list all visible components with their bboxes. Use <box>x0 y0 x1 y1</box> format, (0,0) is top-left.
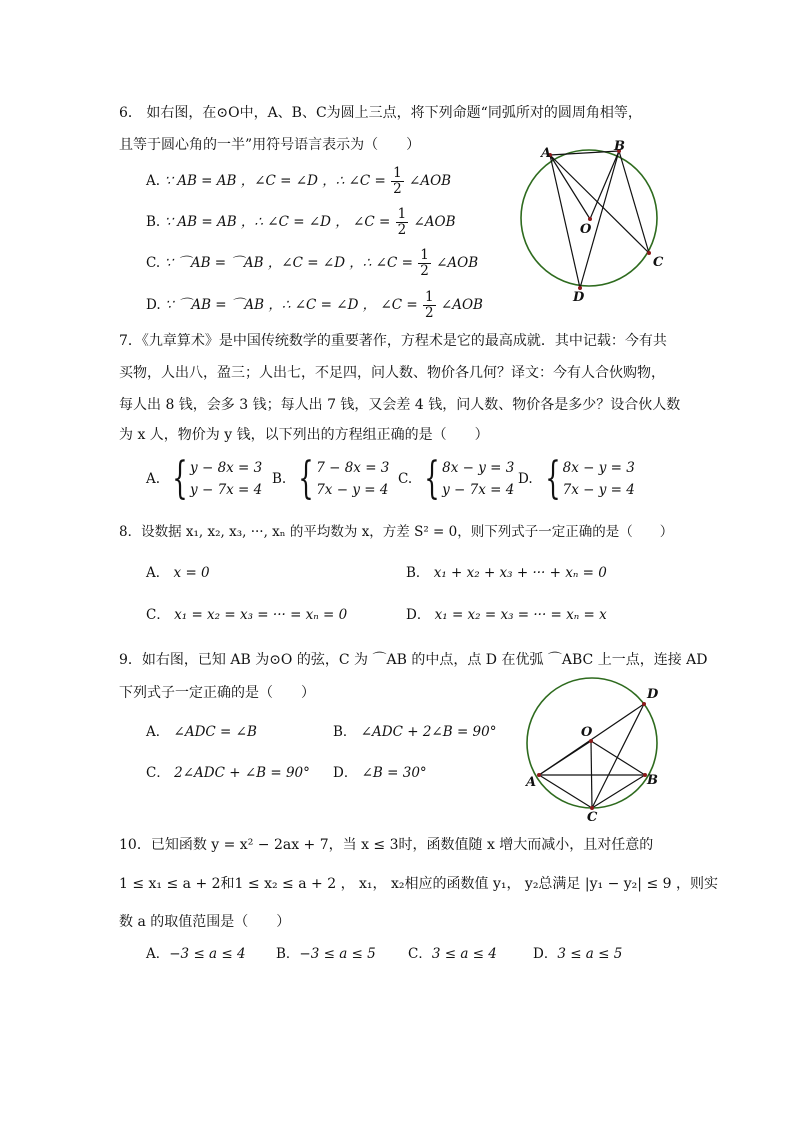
option-text: ∵ ⌒AB = ⌒AB ，∠C = ∠D ，∴ ∠C = <box>164 255 413 271</box>
option-label: B． <box>333 724 357 740</box>
option-label: C. <box>146 255 161 271</box>
option-text: −3 ≤ a ≤ 5 <box>299 946 376 962</box>
q7-option-d[interactable] <box>518 453 635 504</box>
option-label: A． <box>146 565 170 581</box>
option-text-tail: ∠AOB <box>409 173 452 189</box>
point-label-c: C <box>587 810 598 825</box>
option-text: ∠ADC = ∠B <box>173 724 257 740</box>
left-brace-icon: { <box>298 453 314 504</box>
fraction-denominator: 2 <box>397 222 407 238</box>
fraction <box>396 207 409 238</box>
point-label-b: B <box>647 773 658 788</box>
option-text: x₁ = x₂ = x₃ = ··· = xₙ = x <box>434 607 607 623</box>
option-label: C. <box>398 471 413 487</box>
q7-stem-line2: 买物，人出八，盈三；人出七，不足四，问人数、物价各几何？译文：今有人合伙购物， <box>119 365 665 381</box>
equation-row: 7 − 8x = 3 <box>316 460 390 476</box>
option-text: ∵ AB = AB ，∠C = ∠D ，∴ ∠C = <box>164 173 386 189</box>
point-label-a: A <box>526 775 537 790</box>
point-label-b: B <box>614 139 625 154</box>
segment-oc <box>591 741 592 808</box>
option-text: x₁ + x₂ + x₃ + ··· + xₙ = 0 <box>433 565 607 581</box>
q10-option-d[interactable] <box>533 944 622 964</box>
q6-option-a[interactable] <box>146 166 451 197</box>
q10-stem-line3: 数 a 的取值范围是（ ） <box>119 914 291 930</box>
q10-option-a[interactable] <box>146 944 246 964</box>
option-label: C． <box>146 607 170 623</box>
q9-option-d[interactable] <box>333 763 427 783</box>
q8-stem: 8．设数据 x₁, x₂, x₃, ···, xₙ 的平均数为 x，方差 S² = 0，则下列式子一定正确的是（ ） <box>119 524 674 540</box>
q7-stem-line1: 7．《九章算术》是中国传统数学的重要著作，方程术是它的最高成就．其中记载：今有共 <box>119 333 667 349</box>
option-text: 3 ≤ a ≤ 4 <box>431 946 497 962</box>
option-label: D． <box>533 946 558 962</box>
fraction-numerator: 1 <box>397 206 407 222</box>
q10-stem-line1: 10．已知函数 y = x² − 2ax + 7，当 x ≤ 3时，函数值随 x 增大而减小，且对任意的 <box>119 837 654 853</box>
q6-option-c[interactable] <box>146 248 478 279</box>
fraction-denominator: 2 <box>420 263 429 279</box>
option-label: D. <box>146 297 161 313</box>
q7-stem-line4: 为 x 人，物价为 y 钱，以下列出的方程组正确的是（ ） <box>119 427 489 443</box>
segment-ob <box>591 741 645 775</box>
point-label-d: D <box>573 290 585 305</box>
fraction-numerator: 1 <box>420 247 429 263</box>
option-text: x = 0 <box>173 565 210 581</box>
option-text: ∵ ⌒AB = ⌒AB ，∴ ∠C = ∠D ， ∠C = <box>164 297 418 313</box>
option-text: x₁ = x₂ = x₃ = ··· = xₙ = 0 <box>174 607 348 623</box>
q10-stem-line2: 1 ≤ x₁ ≤ a + 2和1 ≤ x₂ ≤ a + 2 ， x₁， x₂相应的函数值 y₁， y₂总满足 |y₁ − y₂| ≤ 9 ，则实 <box>119 876 718 892</box>
option-label: A. <box>146 471 161 487</box>
q6-circle-figure <box>510 140 670 310</box>
q8-option-c[interactable] <box>146 605 347 625</box>
option-text-tail: ∠AOB <box>440 297 483 313</box>
q6-stem-line1: 6． 如右图，在⊙O中，A、B、C为圆上三点，将下列命题“同弧所对的圆周角相等， <box>119 105 642 121</box>
q7-stem-line3: 每人出 8 钱，会多 3 钱；每人出 7 钱，又会差 4 钱，问人数、物价各是多少？设合伙人数 <box>119 397 681 413</box>
equation-row: 7x − y = 4 <box>562 482 635 498</box>
option-label: B． <box>276 946 300 962</box>
option-label: A． <box>146 946 170 962</box>
point-label-d: D <box>647 687 659 702</box>
equation-row: 7x − y = 4 <box>316 482 389 498</box>
point-label-o: O <box>580 222 592 237</box>
segment-bd <box>580 151 619 288</box>
equation-row: 8x − y = 3 <box>442 460 515 476</box>
q8-option-d[interactable] <box>406 605 607 625</box>
option-label: B. <box>146 214 161 230</box>
point-label-c: C <box>653 255 664 270</box>
point-label-o: O <box>581 725 593 740</box>
segment-ad <box>550 155 580 288</box>
fraction-denominator: 2 <box>425 305 434 321</box>
q6-stem-line2: 且等于圆心角的一半”用符号语言表示为（ ） <box>119 137 421 153</box>
q9-option-c[interactable] <box>146 763 310 783</box>
segment-ao <box>550 155 590 219</box>
equation-row: 8x − y = 3 <box>562 460 635 476</box>
q10-option-b[interactable] <box>276 944 376 964</box>
option-label: B． <box>406 565 430 581</box>
fraction <box>418 248 431 279</box>
option-text: −3 ≤ a ≤ 4 <box>169 946 246 962</box>
q8-option-b[interactable] <box>406 563 607 583</box>
option-text: ∵ AB = AB ，∴ ∠C = ∠D ， ∠C = <box>164 214 391 230</box>
q6-option-b[interactable] <box>146 207 456 238</box>
point-label-a: A <box>541 146 552 161</box>
q8-option-a[interactable] <box>146 563 210 583</box>
q9-stem-line1: 9．如右图，已知 AB 为⊙O 的弦，C 为 ⌒AB 的中点，点 D 在优弧 ⌒ABC 上一点，连接 AD <box>119 652 708 668</box>
fraction-numerator: 1 <box>393 165 402 181</box>
fraction-numerator: 1 <box>425 289 434 305</box>
equation-row: y − 7x = 4 <box>442 482 515 498</box>
left-brace-icon: { <box>424 453 440 504</box>
option-label: A. <box>146 173 161 189</box>
left-brace-icon: { <box>172 453 188 504</box>
option-label: C． <box>146 765 170 781</box>
q7-option-b[interactable] <box>272 453 390 504</box>
option-label: A． <box>146 724 170 740</box>
q9-option-a[interactable] <box>146 722 257 742</box>
option-text: ∠ADC + 2∠B = 90° <box>360 724 497 740</box>
q10-option-c[interactable] <box>408 944 497 964</box>
option-label: D． <box>333 765 358 781</box>
option-label: C． <box>408 946 432 962</box>
option-label: D. <box>518 471 533 487</box>
q7-option-a[interactable] <box>146 453 263 504</box>
fraction <box>423 290 436 321</box>
q7-option-c[interactable] <box>398 453 515 504</box>
option-text: 2∠ADC + ∠B = 90° <box>174 765 310 781</box>
option-text: 3 ≤ a ≤ 5 <box>557 946 623 962</box>
option-text-tail: ∠AOB <box>436 255 479 271</box>
q9-circle-figure <box>518 680 668 825</box>
option-text-tail: ∠AOB <box>413 214 456 230</box>
left-brace-icon: { <box>544 453 561 504</box>
q9-option-b[interactable] <box>333 722 496 742</box>
option-label: D． <box>406 607 431 623</box>
fraction-denominator: 2 <box>393 181 402 197</box>
q9-stem-line2: 下列式子一定正确的是（ ） <box>119 685 315 701</box>
option-label: B. <box>272 471 287 487</box>
segment-oa <box>539 741 591 775</box>
fraction <box>391 166 404 197</box>
option-text: ∠B = 30° <box>361 765 427 781</box>
equation-row: y − 8x = 3 <box>190 460 263 476</box>
equation-row: y − 7x = 4 <box>190 482 263 498</box>
q6-option-d[interactable] <box>146 290 483 321</box>
